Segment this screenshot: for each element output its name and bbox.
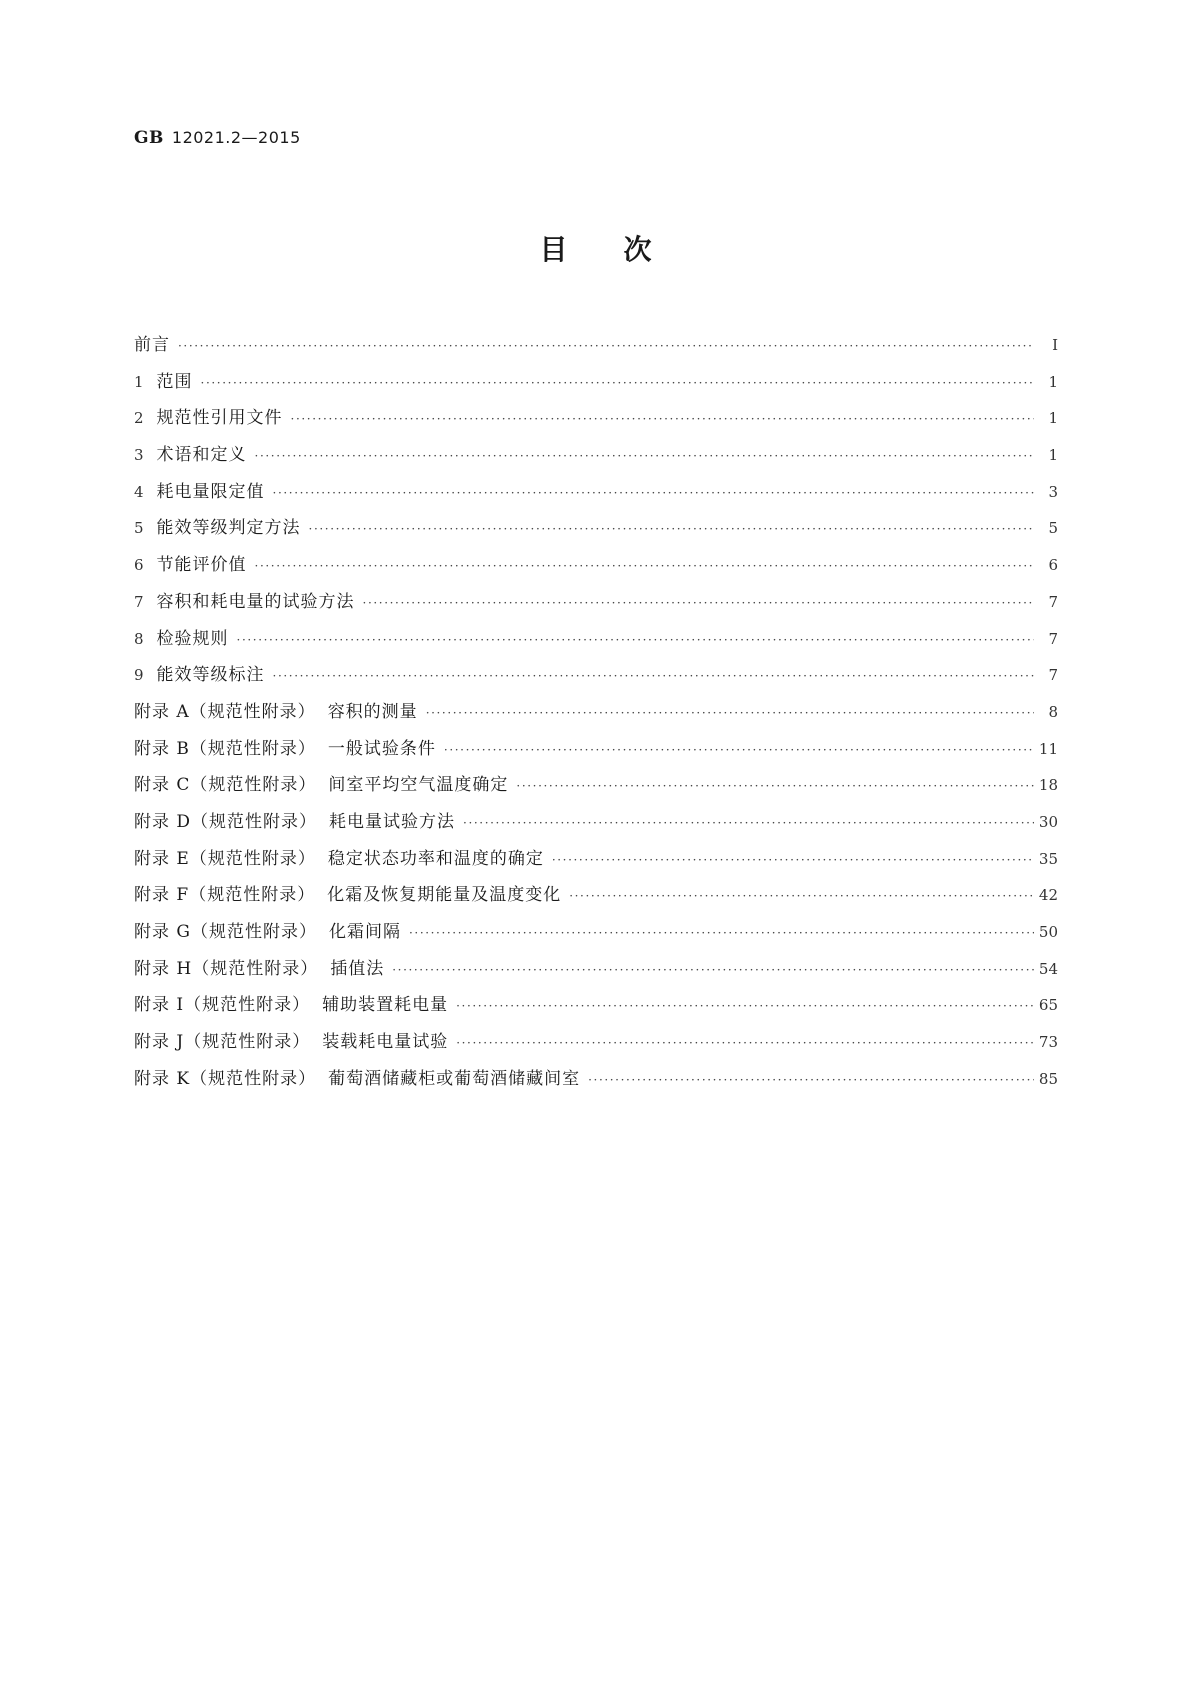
toc-entry[interactable] — [134, 1027, 1058, 1064]
toc-section-number: 4 — [134, 482, 145, 501]
toc-dot-leader — [237, 634, 1034, 646]
toc-entry[interactable] — [134, 880, 1058, 917]
toc-section-number: 1 — [134, 372, 145, 391]
toc-dot-leader — [552, 854, 1034, 866]
toc-entry[interactable] — [134, 770, 1058, 807]
toc-entry-label — [134, 624, 229, 649]
toc-entry[interactable] — [134, 367, 1058, 404]
toc-entry[interactable] — [134, 660, 1058, 697]
toc-dot-leader — [363, 597, 1034, 609]
toc-section-number: 9 — [134, 666, 145, 685]
standard-number: 12021.2—2015 — [171, 128, 301, 147]
document-header — [134, 128, 301, 148]
toc-entry[interactable] — [134, 403, 1058, 440]
toc-entry-label — [134, 587, 355, 612]
toc-appendix-tag: 附录 G（规范性附录） — [134, 922, 317, 942]
toc-dot-leader — [255, 450, 1034, 462]
toc-entry-title: 辅助装置耗电量 — [322, 995, 449, 1016]
toc-entry-label — [134, 330, 170, 355]
table-of-contents — [134, 330, 1058, 1100]
toc-page-number: 85 — [1038, 1069, 1058, 1088]
toc-appendix-tag: 附录 J（规范性附录） — [134, 1032, 311, 1053]
toc-entry-title: 葡萄酒储藏柜或葡萄酒储藏间室 — [328, 1068, 581, 1089]
toc-page-number: 3 — [1048, 482, 1058, 501]
toc-entry-label — [134, 807, 455, 832]
toc-appendix-tag: 附录 E（规范性附录） — [134, 848, 316, 869]
toc-entry[interactable] — [134, 1064, 1058, 1101]
toc-page-number: 7 — [1048, 629, 1058, 648]
toc-page-number: 65 — [1038, 996, 1058, 1015]
toc-dot-leader — [516, 780, 1034, 792]
toc-page-number: 1 — [1048, 372, 1058, 391]
toc-dot-leader — [569, 890, 1034, 902]
toc-page-number: 8 — [1048, 702, 1058, 721]
toc-entry[interactable] — [134, 550, 1058, 587]
toc-page-number: 1 — [1048, 409, 1058, 428]
toc-entry-label — [134, 844, 544, 869]
toc-page-number: 5 — [1048, 519, 1058, 538]
toc-section-number: 7 — [134, 592, 145, 611]
toc-page-number: 7 — [1048, 592, 1058, 611]
toc-section-number: 8 — [134, 629, 145, 648]
toc-entry[interactable] — [134, 587, 1058, 624]
toc-section-number: 6 — [134, 556, 145, 575]
toc-entry-title: 术语和定义 — [156, 445, 247, 466]
toc-entry[interactable] — [134, 990, 1058, 1027]
toc-entry[interactable] — [134, 917, 1058, 954]
toc-page-number: 50 — [1038, 923, 1058, 941]
toc-dot-leader — [255, 560, 1034, 572]
toc-entry-title: 化霜及恢复期能量及温度变化 — [327, 885, 562, 906]
toc-page-number: 54 — [1038, 959, 1058, 978]
toc-dot-leader — [463, 817, 1034, 829]
toc-section-number: 3 — [134, 446, 145, 465]
toc-entry-title: 装载耗电量试验 — [322, 1032, 449, 1053]
toc-entry-label — [134, 1064, 580, 1089]
toc-appendix-tag: 附录 A（规范性附录） — [134, 701, 316, 722]
toc-entry-title: 插值法 — [330, 958, 385, 979]
toc-entry-title: 一般试验条件 — [327, 738, 436, 759]
toc-entry-title: 容积的测量 — [327, 701, 418, 722]
toc-page-number: Ⅰ — [1052, 336, 1058, 354]
toc-entry-label — [134, 954, 384, 979]
standard-prefix: GB — [134, 128, 164, 148]
toc-page-number: 30 — [1038, 812, 1058, 831]
toc-dot-leader — [201, 377, 1034, 389]
toc-dot-leader — [291, 413, 1034, 425]
page-title: 目次 — [539, 233, 708, 266]
toc-dot-leader — [309, 523, 1034, 535]
toc-entry-title: 检验规则 — [156, 628, 229, 649]
toc-appendix-tag: 附录 C（规范性附录） — [134, 775, 317, 796]
toc-entry-label — [134, 697, 418, 722]
toc-entry-label — [134, 770, 508, 795]
toc-appendix-tag: 附录 F（规范性附录） — [134, 885, 316, 906]
toc-dot-leader — [588, 1074, 1034, 1086]
toc-dot-leader — [273, 670, 1034, 682]
toc-entry-label — [134, 367, 193, 392]
toc-entry-label — [134, 734, 436, 759]
toc-entry[interactable] — [134, 330, 1058, 367]
toc-entry-label — [134, 403, 283, 428]
toc-entry-label — [134, 440, 247, 465]
toc-section-number: 5 — [134, 519, 145, 538]
toc-appendix-tag: 附录 I（规范性附录） — [134, 995, 311, 1016]
toc-entry-title: 规范性引用文件 — [156, 408, 283, 429]
toc-dot-leader — [273, 487, 1034, 499]
toc-dot-leader — [456, 1037, 1034, 1049]
toc-page-number: 42 — [1038, 886, 1058, 905]
toc-entry-label — [134, 880, 561, 905]
toc-entry[interactable] — [134, 697, 1058, 734]
toc-entry-title: 范围 — [156, 371, 193, 392]
toc-appendix-tag: 附录 B（规范性附录） — [134, 738, 316, 759]
toc-entry[interactable] — [134, 954, 1058, 991]
toc-dot-leader — [409, 927, 1034, 939]
toc-entry-title: 耗电量限定值 — [156, 481, 265, 502]
toc-entry-label — [134, 477, 265, 502]
toc-entry-label — [134, 660, 265, 685]
toc-page-number: 11 — [1038, 739, 1058, 758]
toc-entry[interactable] — [134, 513, 1058, 550]
toc-dot-leader — [426, 707, 1034, 719]
toc-entry[interactable] — [134, 844, 1058, 881]
toc-appendix-tag: 附录 H（规范性附录） — [134, 958, 319, 979]
toc-dot-leader — [392, 964, 1034, 976]
toc-entry-label — [134, 990, 448, 1015]
toc-entry-title: 前言 — [134, 335, 170, 355]
toc-page-number: 35 — [1038, 849, 1058, 868]
toc-page-number: 6 — [1048, 556, 1058, 575]
toc-page-number: 1 — [1048, 446, 1058, 465]
toc-entry-title: 稳定状态功率和温度的确定 — [327, 848, 544, 869]
toc-dot-leader — [444, 744, 1034, 756]
toc-entry-title: 间室平均空气温度确定 — [328, 775, 509, 796]
toc-appendix-tag: 附录 K（规范性附录） — [134, 1068, 317, 1089]
toc-entry-title: 耗电量试验方法 — [329, 811, 456, 832]
toc-entry-label — [134, 550, 247, 575]
toc-section-number: 2 — [134, 409, 145, 428]
toc-entry-title: 能效等级标注 — [156, 665, 265, 686]
toc-entry[interactable] — [134, 624, 1058, 661]
toc-entry[interactable] — [134, 734, 1058, 771]
toc-entry[interactable] — [134, 440, 1058, 477]
toc-entry[interactable] — [134, 477, 1058, 514]
toc-page-number: 73 — [1038, 1033, 1058, 1052]
toc-entry-title: 化霜间隔 — [328, 922, 401, 942]
toc-dot-leader — [456, 1000, 1034, 1012]
toc-dot-leader — [178, 340, 1034, 352]
toc-page-number: 18 — [1038, 776, 1058, 795]
toc-entry[interactable] — [134, 807, 1058, 844]
toc-entry-label — [134, 513, 301, 538]
toc-entry-title: 容积和耗电量的试验方法 — [156, 591, 355, 612]
toc-entry-label — [134, 917, 401, 942]
toc-page-number: 7 — [1048, 666, 1058, 685]
toc-entry-title: 能效等级判定方法 — [156, 518, 301, 539]
toc-entry-label — [134, 1027, 448, 1052]
toc-appendix-tag: 附录 D（规范性附录） — [134, 811, 318, 832]
toc-entry-title: 节能评价值 — [156, 555, 247, 576]
